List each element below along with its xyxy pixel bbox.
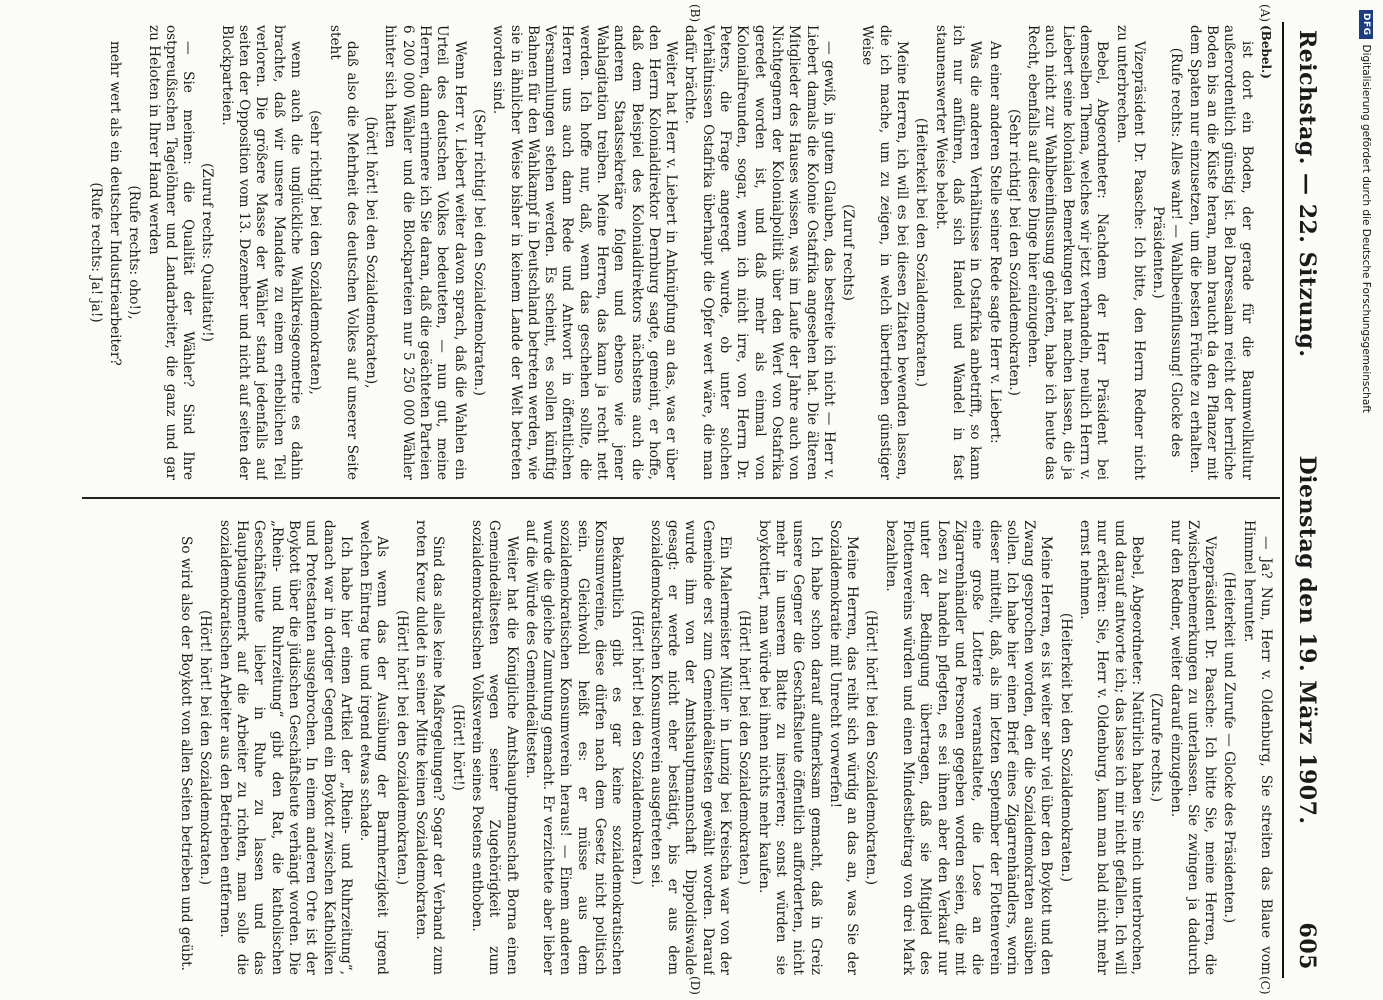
paragraph: Weiter hat Herr v. Liebert in Anknüpfung an das, was er über den Herrn Kolonialdirektor Dernburg sagte, gemeint, er hoffe, daß dem Beispiel des Kolonialdirektors nächstens auch die anderen Staatssekretäre folgen und ebenso wie jener Wahlagitation treiben. Meine Herren, das kann ja recht nett werden. Ich hoffe nur, daß, wenn das geschehen sollte, die Herren uns auch dann Rede und Antwort in öffentlichen Versammlungen stehen werden. Es scheint, es sollen künftig Bahnen für den Wahlkampf in Deutschland betreten werden, wie sie in ähnlicher Weise bisher in keinem Lande der Welt betreten worden sind. — [489, 25, 679, 480]
speaker-tag: (Bebel.) — [1258, 25, 1273, 79]
left-column — [72, 25, 1274, 480]
paragraph: mehr wert als ein deutscher Industriearbeiter? — [106, 41, 123, 366]
paragraph: Bebel, Abgeordneter: Nachdem der Herr Präsident bei demselben Thema, welches wir jetzt verhandeln, neulich Herrn v. Liebert seine kolonialen Bemerkungen hat machen lassen, die ja auch nicht zur Wahlbeeinflussung gehörten, habe ich heute das Recht, ebenfalls auf diese Dinge hier einzugehen. — [1024, 25, 1110, 480]
paragraph: (Sehr richtig! bei den Sozialdemokraten.) — [1005, 109, 1022, 396]
paragraph: (Hört! hört! bei den Sozialdemokraten.) — [196, 609, 213, 885]
right-column — [72, 520, 1274, 975]
margin-marker-b: (B) — [687, 4, 702, 23]
paragraph: (Hört! hört!) — [449, 704, 466, 791]
paragraph: (Zuruf rechts) — [839, 204, 856, 301]
paragraph: (Hört! hört! bei den Sozialdemokraten.) — [628, 609, 645, 885]
paragraph: (sehr richtig! bei den Sozialdemokraten), — [306, 110, 323, 395]
paragraph: Wenn Herr v. Liebert weiter davon sprach, daß die Wahlen ein Urteil des deutschen Volkes bedeuteten, — nun gut, meine Herren, dann erinnere ich Sie daran, daß die geächteten Parteien 6 200 000 Wähler und die Blockparteien nur 5 250 000 Wähler hinter sich hatten — [381, 25, 468, 480]
paragraph: Meine Herren, es ist weiter sehr viel über den Boykott und den Zwang gesprochen worden, den die Sozialdemokraten ausüben sollen. Ich habe hier einen Brief eines Zigarrenhändlers, worin dieser mitteilt, daß, als im letzten September der Flottenverein eine große Lotterie veranstaltete, die Lose an die Zigarrenhändler und Personen gegeben worden seien, die mit Losen zu handeln pflegten, es sei ihnen aber den Verkauf nur unter der Bedingung übertragen, daß sie Mitglied des Flottenvereins würden und einen Mindestbeitrag von drei Mark bezahlten. — [882, 520, 1054, 975]
paragraph: Vizepräsident Dr. Paasche: Ich bitte, den Herrn Redner nicht zu unterbrechen. — [1113, 25, 1147, 480]
header-rule — [1282, 22, 1284, 978]
paragraph: — gewiß, in gutem Glauben, das bestreite ich nicht — Herr v. Liebert damals die Kolonie Ostafrika angesehen hat. Die älteren Mitglieder des Hauses wissen, was im Laufe der Jahre auch von Nichtgegnern der Kolonialpolitik über den Wert von Ostafrika geredet worden ist, und daß mehr als einmal von Kolonialfreunden, sogar, wenn ich nicht irre, von Herrn Dr. Peters, die Frage angeregt wurde, ob unter solchen Verhältnissen Ostafrika überhaupt die Opfer wert wäre, die man dafür brächte. — [682, 25, 837, 480]
margin-marker-d: (D) — [687, 976, 702, 995]
rotated-page — [42, 0, 1342, 1000]
paragraph: Ein Malermeister Müller in Lunzig bei Kreischa war von der Gemeinde erst zum Gemeindeältesten gewählt worden. Darauf wurde ihm von der Amtshauptmannschaft Dippoldiswalde gesagt: er werde nicht eher bestätigt, bis er aus dem sozialdemokratischen Konsumverein ausgetreten sei. — [647, 520, 733, 975]
header-left: Reichstag. — 22. Sitzung. — [1293, 30, 1320, 358]
paragraph: (Rufe rechts: Alles wahr! — Wahlbeeinflussung! Glocke des Präsidenten.) — [1149, 47, 1184, 458]
margin-marker-a: (A) — [1257, 4, 1272, 23]
paragraph: (Sehr richtig! bei den Sozialdemokraten.) — [470, 109, 487, 396]
margin-marker-c: (C) — [1257, 976, 1272, 995]
paragraph: (Rufe rechts: Ja! ja!) — [87, 182, 104, 323]
digitization-credit — [1355, 10, 1377, 990]
paragraph: (Zurufe rechts.) — [1147, 692, 1164, 803]
column-divider — [82, 497, 1280, 499]
paragraph: (Rufe rechts: oho!), — [125, 185, 142, 320]
credit-text: Digitalisierung gefördert durch die Deutsche Forschungsgemeinschaft — [1360, 44, 1372, 413]
paragraph: (Heiterkeit bei den Sozialdemokraten.) — [1057, 612, 1074, 883]
paragraph: (Heiterkeit und Zurufe — Glocke des Präsidenten.) — [1220, 571, 1237, 924]
paragraph: (Hört! hört! bei den Sozialdemokraten.) — [862, 609, 879, 885]
paragraph: daß also die Mehrheit des deutschen Volkes auf unserer Seite steht — [326, 25, 360, 480]
paragraph: Meine Herren, das reiht sich würdig an das an, was Sie der Sozialdemokratie mit Unrecht vorwerfen! — [826, 520, 860, 975]
paragraph: (Heiterkeit bei den Sozialdemokraten.) — [912, 117, 929, 388]
paragraph: Ich habe schon darauf aufmerksam gemacht, daß in Greiz unsere Gegner die Geschäftsleute öffentlich aufforderten, nicht mehr in unserem Blatte zu inserieren; sonst würden sie boykottiert, man würde bei ihnen nichts mehr kaufen. — [755, 520, 824, 975]
paragraph: Bekanntlich gibt es gar keine sozialdemokratischen Konsumvereine, diese dürfen nach dem Gesetz nicht politisch sein. Gleichwohl heißt es: er müsse aus dem sozialdemokratischen Konsumverein heraus! — Einem anderen wurde die gleiche Zumutung gemacht. Er verzichtete aber lieber auf die Würde des Gemeindeältesten. — [522, 520, 625, 975]
paragraph: Was die anderen Verhältnisse in Ostafrika anbetrifft, so kann ich nur anführen, daß sich Handel und Wandel in fast staunenswerter Weise belebt. — [932, 25, 983, 480]
page-header — [1290, 30, 1324, 970]
paragraph: So wird also der Boykott von allen Seiten betrieben und geübt. — [177, 536, 194, 971]
paragraph: — Sie meinen: die Qualität der Wähler? Sind Ihre ostpreußischen Tagelöhner und Landarbeiter, die ganz und gar zu Heloten in Ihrer Hand werden — [145, 25, 196, 480]
paragraph: (Hört! hört! bei den Sozialdemokraten.) — [735, 609, 752, 885]
header-date: Dienstag den 19. März 1907. — [1293, 455, 1320, 825]
dfg-logo: DFG — [1359, 10, 1373, 39]
paragraph: (hört! hört! bei den Sozialdemokraten), — [362, 116, 379, 389]
paragraph: (Zuruf rechts: Qualitativ!) — [198, 163, 215, 342]
paragraph: An einer anderen Stelle seiner Rede sagte Herr v. Liebert: — [986, 41, 1003, 444]
paragraph: ist dort ein Boden, der gerade für die Baumwollkultur außerordentlich günstig ist. Bei Daressalam reicht der herrliche Boden bis an die Küste heran, man braucht da den Pflanzer mit dem Spaten nur einzusetzen, um die besten Früchte zu erhalten. — [1186, 25, 1255, 480]
paragraph: (Hört! hört! bei den Sozialdemokraten.) — [393, 609, 410, 885]
paragraph: Ich habe hier einen Artikel der „Rhein- und Ruhrzeitung“, danach war in dortiger Gegend ein Boykott zwischen Katholiken und Protestanten ausgebrochen. In einem anderen Orte ist der Boykott über die jüdischen Geschäftsleute verhängt worden. Die „Rhein- und Ruhrzeitung“ gibt den Rat, die katholischen Geschäftsleute lieber in Ruhe zu lassen und das Hauptaugenmerk auf die Arbeiter zu richten, man solle die sozialdemokratischen Arbeiter aus den Betrieben entfernen. — [216, 520, 354, 975]
paragraph: Bebel, Abgeordneter: Natürlich haben Sie mich unterbrochen, und darauf antworte ich; das lasse ich mir nicht gefallen. Ich will nur erklären: Sie, Herr v. Oldenburg, kann man bald nicht mehr ernst nehmen. — [1076, 520, 1145, 975]
paragraph: wenn auch die unglückliche Wahlkreisgeometrie es dahin brachte, daß wir unsere Mandate zu einem erheblichen Teil verloren. Die größere Masse der Wähler stand jedenfalls auf seiten der Opposition vom 13. Dezember und nicht auf seiten der Blockparteien. — [218, 25, 304, 480]
paragraph: Vizepräsident Dr. Paasche: Ich bitte Sie, meine Herren, die Zwischenbemerkungen zu unterlassen. Sie zwingen ja dadurch nur den Redner, weiter darauf einzugehen. — [1167, 520, 1218, 975]
paragraph: Als wenn das der Ausübung der Barmherzigkeit irgend welchen Eintrag tue und irgend etwas schade. — [356, 520, 390, 975]
paragraph: Sind das alles keine Maßregelungen? Sogar der Verband zum roten Kreuz duldet in seiner Mitte keinen Sozialdemokraten. — [412, 520, 446, 975]
paragraph: — Ja? Nun, Herr v. Oldenburg, Sie streiten das Blaue vom Himmel herunter. — [1240, 520, 1274, 975]
paragraph: Meine Herren, ich will es bei diesen Zitaten bewenden lassen, die ich mache, um zu zeigen, in welch übertrieben günstiger Weise — [858, 25, 910, 480]
page-number: 605 — [1293, 922, 1320, 970]
paragraph: Weiter hat die Königliche Amtshauptmannschaft Borna einen Gemeindeältesten wegen seiner Zugehörigkeit zum sozialdemokratischen Volksverein seines Postens enthoben. — [468, 520, 520, 975]
